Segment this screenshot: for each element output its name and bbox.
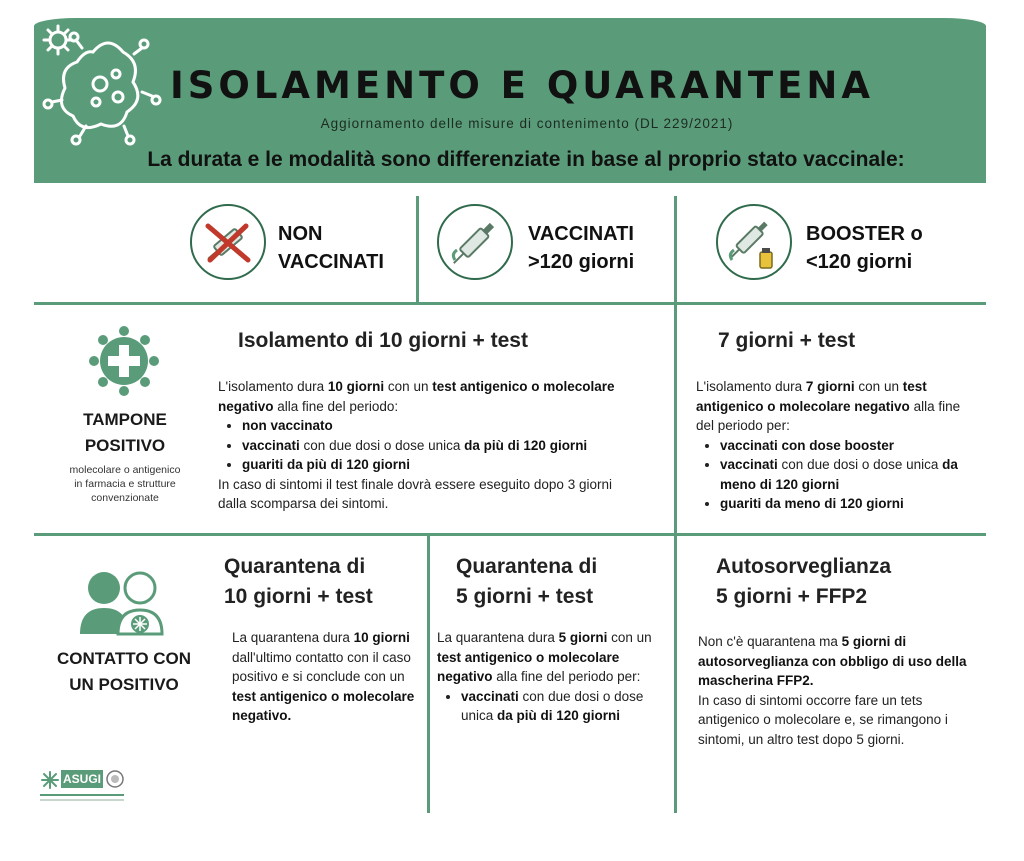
divider-col-3 [674,196,677,813]
syringe-vial-icon [716,204,792,280]
divider-top [34,302,986,305]
isolamento-7-text: L'isolamento dura 7 giorni con un test antigenico o molecolare negativo alla fine del periodo per: • vaccinati con dose booster • vaccinati con due dosi o dose unica da meno di 120 giorni • guariti da meno di 120 giorni [696,377,978,514]
tampone-positivo-label: TAMPONE POSITIVO [83,410,167,455]
syringe-icon [437,204,513,280]
contatto-positivo-label: CONTATTO CON UN POSITIVO [56,649,192,694]
page-title: ISOLAMENTO E QUARANTENA [169,64,875,107]
autosorveglianza-heading: Autosorveglianza 5 giorni + FFP2 [716,555,892,608]
quarantena-5-text: La quarantena dura 5 giorni con un test antigenico o molecolare negativo alla fine del periodo per: • vaccinati con due dosi o dose unica da più di 120 giorni [437,628,665,726]
page-subtitle: Aggiornamento delle misure di contenimento (DL 229/2021) [320,116,734,131]
isolamento-7-heading: 7 giorni + test [718,329,856,352]
crossed-syringe-icon [190,204,266,280]
category-booster: BOOSTER o <120 giorni [806,223,923,273]
contact-people-icon [78,568,168,638]
logo-underline [40,794,124,796]
logo-mark-icon [40,770,60,790]
quarantena-10-heading: Quarantena di 10 giorni + test [224,555,373,608]
divider-col-2-bottom [427,535,430,813]
divider-middle [34,533,986,536]
logo-seal-icon [106,770,124,788]
quarantena-5-heading: Quarantena di 5 giorni + test [456,555,598,608]
category-vaccinati: VACCINATI >120 giorni [528,223,635,273]
positive-test-icon [88,325,160,397]
autosorveglianza-text: Non c'è quarantena ma 5 giorni di autosorveglianza con obbligo di uso della mascherina FFP2. In caso di sintomi occorre fare un tets antigenico o molecolare e, se rimangono i sintomi, un altro test dopo 5 giorni. [698,634,967,747]
logo-text: ASUGI [62,772,101,786]
isolamento-10-heading: Isolamento di 10 giorni + test [238,329,528,352]
asugi-logo [40,766,126,806]
isolamento-10-text: L'isolamento dura 10 giorni con un test antigenico o molecolare negativo alla fine del periodo: • non vaccinato • vaccinati con due dosi o dose unica da più di 120 giorni • guariti da più di 120 giorni In caso di sintomi il test finale dovrà essere eseguito dopo 3 giorni dalla scomparsa dei sintomi. [218,377,658,514]
tampone-note: molecolare o antigenico in farmacia e strutture convenzionate [69,464,181,504]
category-non-vaccinati: NON VACCINATI [278,223,384,273]
logo-caption-line [40,799,124,801]
intro-text: La durata e le modalità sono differenziate in base al proprio stato vaccinale: [147,148,905,171]
divider-cat-1 [416,196,419,302]
quarantena-10-text: La quarantena dura 10 giorni dall'ultimo contatto con il caso positivo e si conclude con un test antigenico o molecolare negativo. [232,630,415,723]
